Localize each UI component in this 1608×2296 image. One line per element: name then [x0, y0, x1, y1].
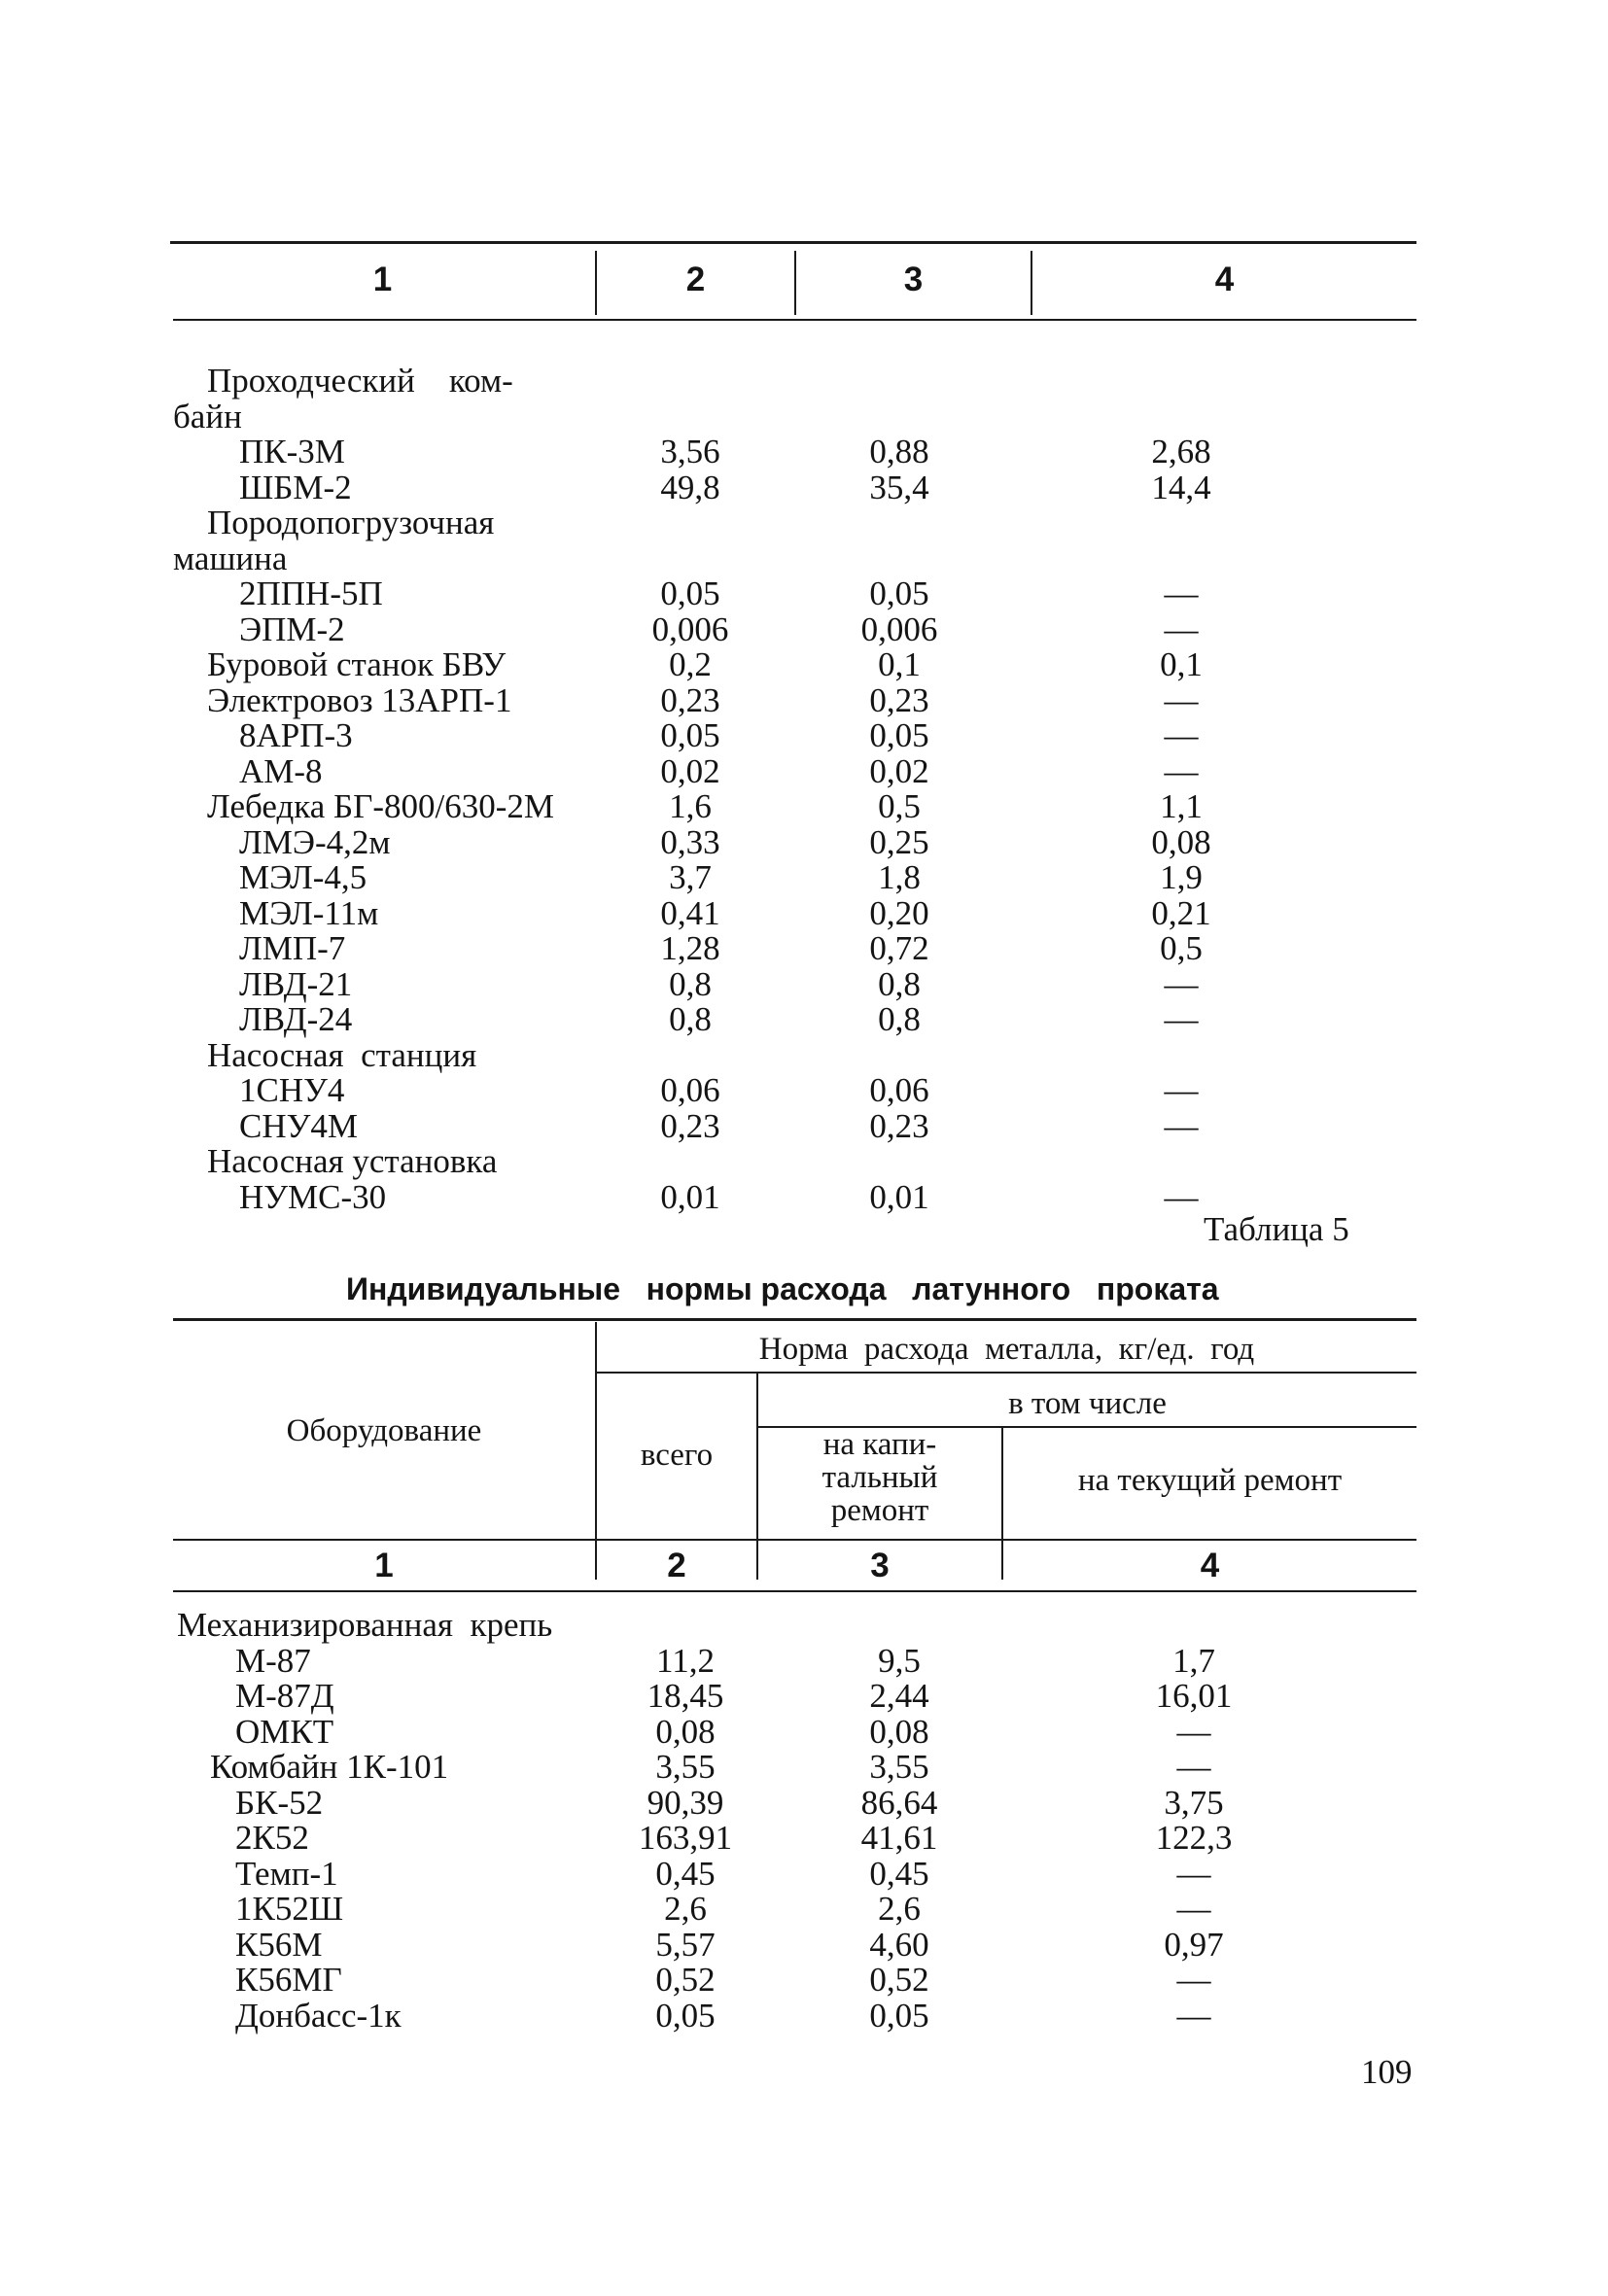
- table-row: [0, 822, 1608, 861]
- equipment-name: Насосная установка: [207, 1142, 498, 1180]
- value-total: 0,23: [660, 1106, 720, 1145]
- value-total: 1,28: [660, 929, 720, 967]
- value-total: 0,08: [655, 1712, 716, 1751]
- equipment-name: Проходческий ком-: [207, 362, 513, 400]
- table-row: [0, 1106, 1608, 1145]
- value-total: 0,41: [660, 893, 720, 932]
- table-row: [0, 1854, 1608, 1893]
- table-row: [0, 574, 1608, 612]
- value-capital: 0,20: [869, 893, 929, 932]
- value-capital: 35,4: [869, 468, 929, 506]
- value-total: 163,91: [638, 1819, 733, 1857]
- value-capital: 0,72: [869, 929, 929, 967]
- equipment-name: МЭЛ-11м: [239, 893, 379, 932]
- table-row: [0, 433, 1608, 468]
- table-row: [0, 858, 1608, 896]
- table-row: [0, 1071, 1608, 1109]
- table-row: [0, 1925, 1608, 1964]
- table-row: [0, 893, 1608, 932]
- equipment-name: Механизированная крепь: [177, 1606, 553, 1644]
- equipment-name: Темп-1: [235, 1854, 338, 1893]
- table-row: [0, 1712, 1608, 1751]
- table-row: [0, 716, 1608, 754]
- value-total: 3,56: [660, 433, 720, 470]
- value-total: 49,8: [660, 468, 720, 506]
- value-total: 0,01: [660, 1177, 720, 1216]
- value-current: —: [1164, 1106, 1199, 1145]
- value-current: —: [1176, 1854, 1211, 1893]
- equipment-name: БК-52: [235, 1783, 324, 1822]
- value-capital: 0,25: [869, 822, 929, 861]
- equipment-name: АМ-8: [239, 751, 323, 790]
- value-capital: 0,05: [869, 574, 929, 612]
- value-capital: 0,006: [860, 609, 938, 648]
- equipment-name: 1СНУ4: [239, 1071, 345, 1109]
- value-current: —: [1164, 964, 1199, 1003]
- table5-col-number-2: 2: [667, 1547, 686, 1584]
- table5-col-number-1: 1: [374, 1547, 394, 1584]
- value-capital: 0,23: [869, 680, 929, 719]
- table-row: [0, 751, 1608, 790]
- value-current: 0,21: [1151, 893, 1211, 932]
- value-total: 0,06: [660, 1071, 720, 1109]
- table-row: [0, 1177, 1608, 1216]
- equipment-name: Породопогрузочная: [207, 504, 495, 541]
- value-capital: 86,64: [860, 1783, 938, 1822]
- table5-col-number-4: 4: [1200, 1547, 1220, 1584]
- header-current: на текущий ремонт: [1077, 1463, 1343, 1498]
- equipment-name: ЭПМ-2: [239, 609, 345, 648]
- equipment-name: ЛВД-21: [239, 964, 353, 1003]
- value-total: 0,2: [669, 645, 712, 683]
- equipment-name: ШБМ-2: [239, 468, 352, 506]
- table5-rule-norm: [595, 1372, 1416, 1374]
- value-total: 0,02: [660, 751, 720, 790]
- value-capital: 4,60: [869, 1925, 929, 1964]
- value-current: —: [1164, 1000, 1199, 1038]
- top-col-number-4: 4: [1214, 261, 1235, 298]
- value-current: —: [1164, 1071, 1199, 1109]
- table-row: [0, 1783, 1608, 1822]
- value-total: 0,05: [660, 574, 720, 612]
- equipment-name: байн: [173, 397, 242, 435]
- value-current: —: [1164, 680, 1199, 719]
- value-current: —: [1176, 1748, 1211, 1786]
- value-total: 0,05: [660, 716, 720, 754]
- table-row: [0, 1996, 1608, 2035]
- value-current: 14,4: [1151, 468, 1211, 506]
- equipment-name: 1К52Ш: [235, 1890, 344, 1928]
- value-current: 0,1: [1160, 645, 1203, 683]
- value-current: —: [1164, 1177, 1199, 1216]
- value-capital: 0,8: [878, 1000, 921, 1038]
- value-current: —: [1176, 1996, 1211, 2035]
- value-capital: 0,1: [878, 645, 921, 683]
- table-row: [0, 645, 1608, 683]
- table-row: [0, 609, 1608, 648]
- value-total: 11,2: [656, 1641, 715, 1680]
- table5-rule-top: [173, 1318, 1416, 1321]
- value-capital: 3,55: [869, 1748, 929, 1786]
- value-current: 0,08: [1151, 822, 1211, 861]
- value-current: 1,9: [1160, 858, 1203, 896]
- value-capital: 9,5: [878, 1641, 921, 1680]
- header-equipment: Оборудование: [286, 1413, 482, 1448]
- top-col-number-3: 3: [903, 261, 924, 298]
- equipment-name: Донбасс-1к: [235, 1996, 402, 2035]
- table-row: [0, 929, 1608, 967]
- value-current: 16,01: [1155, 1677, 1233, 1715]
- equipment-name: СНУ4М: [239, 1106, 359, 1145]
- table-row: [0, 398, 1608, 433]
- table-row: [0, 1606, 1608, 1644]
- top-table-rule-header: [173, 319, 1416, 321]
- header-capital-line1: на капи-: [822, 1427, 937, 1462]
- table-row: [0, 1641, 1608, 1680]
- table-row: [0, 1961, 1608, 1999]
- value-current: —: [1164, 609, 1199, 648]
- equipment-name: ЛВД-24: [239, 1000, 353, 1038]
- equipment-name: Буровой станок БВУ: [207, 645, 507, 683]
- equipment-name: Лебедка БГ-800/630-2М: [207, 787, 555, 825]
- header-norm: Норма расхода металла, кг/ед. год: [758, 1332, 1255, 1367]
- equipment-name: Электровоз 13АРП-1: [207, 680, 512, 719]
- table-row: [0, 539, 1608, 577]
- value-capital: 0,52: [869, 1961, 929, 1999]
- value-current: 3,75: [1164, 1783, 1224, 1822]
- value-capital: 0,05: [869, 1996, 929, 2035]
- value-capital: 0,5: [878, 787, 921, 825]
- value-capital: 0,08: [869, 1712, 929, 1751]
- top-col-number-2: 2: [685, 261, 706, 298]
- value-total: 0,52: [655, 1961, 716, 1999]
- table-row: [0, 1677, 1608, 1715]
- table-row: [0, 1142, 1608, 1180]
- table-row: [0, 1000, 1608, 1038]
- top-col-number-1: 1: [372, 261, 393, 298]
- value-total: 3,55: [655, 1748, 716, 1786]
- value-total: 90,39: [647, 1783, 724, 1822]
- equipment-name: ЛМП-7: [239, 929, 346, 967]
- equipment-name: НУМС-30: [239, 1177, 387, 1216]
- value-capital: 41,61: [860, 1819, 938, 1857]
- value-total: 0,45: [655, 1854, 716, 1893]
- value-total: 0,33: [660, 822, 720, 861]
- equipment-name: К56М: [235, 1925, 323, 1964]
- value-current: 2,68: [1151, 433, 1211, 470]
- value-total: 0,05: [655, 1996, 716, 2035]
- value-total: 0,8: [669, 1000, 712, 1038]
- equipment-name: ЛМЭ-4,2м: [239, 822, 391, 861]
- value-current: 1,1: [1160, 787, 1203, 825]
- value-current: —: [1176, 1890, 1211, 1928]
- equipment-name: ОМКТ: [235, 1712, 334, 1751]
- value-total: 1,6: [669, 787, 712, 825]
- table-row: [0, 1748, 1608, 1786]
- value-current: —: [1176, 1961, 1211, 1999]
- value-total: 0,006: [651, 609, 729, 648]
- table-row: [0, 787, 1608, 825]
- equipment-name: 8АРП-3: [239, 716, 353, 754]
- value-current: 1,7: [1172, 1641, 1215, 1680]
- value-current: —: [1164, 751, 1199, 790]
- value-current: —: [1164, 716, 1199, 754]
- equipment-name: Насосная станция: [207, 1035, 477, 1074]
- equipment-name: 2К52: [235, 1819, 309, 1857]
- table5-title: Индивидуальные нормы расхода латунного проката: [346, 1271, 1219, 1306]
- value-capital: 0,05: [869, 716, 929, 754]
- value-current: 122,3: [1155, 1819, 1233, 1857]
- value-capital: 0,45: [869, 1854, 929, 1893]
- value-total: 0,23: [660, 680, 720, 719]
- table-row: [0, 1819, 1608, 1857]
- page-number: 109: [1361, 2053, 1413, 2091]
- header-capital-line2: тальный: [821, 1460, 938, 1495]
- equipment-name: 2ППН-5П: [239, 574, 383, 612]
- value-capital: 0,06: [869, 1071, 929, 1109]
- equipment-name: К56МГ: [235, 1961, 342, 1999]
- table-row: [0, 362, 1608, 400]
- value-capital: 2,6: [878, 1890, 921, 1928]
- table5-col-number-3: 3: [870, 1547, 890, 1584]
- equipment-name: Комбайн 1К-101: [210, 1748, 449, 1786]
- table-row: [0, 1035, 1608, 1074]
- equipment-name: машина: [173, 539, 288, 577]
- value-total: 3,7: [669, 858, 712, 896]
- table5-rule-numbers: [173, 1590, 1416, 1592]
- value-current: —: [1176, 1712, 1211, 1751]
- value-total: 2,6: [664, 1890, 707, 1928]
- header-total: всего: [640, 1438, 714, 1473]
- value-current: —: [1164, 574, 1199, 612]
- value-capital: 2,44: [869, 1677, 929, 1715]
- header-capital-line3: ремонт: [830, 1493, 929, 1528]
- table5-rule-header: [173, 1539, 1416, 1541]
- equipment-name: М-87: [235, 1641, 311, 1680]
- value-total: 5,57: [655, 1925, 716, 1964]
- value-capital: 0,23: [869, 1106, 929, 1145]
- table-row: [0, 504, 1608, 539]
- value-capital: 0,02: [869, 751, 929, 790]
- table-row: [0, 1890, 1608, 1928]
- equipment-name: М-87Д: [235, 1677, 334, 1715]
- value-capital: 0,8: [878, 964, 921, 1003]
- value-current: 0,97: [1164, 1925, 1224, 1964]
- table-row: [0, 680, 1608, 719]
- value-capital: 1,8: [878, 858, 921, 896]
- table5-label: Таблица 5: [1204, 1210, 1349, 1248]
- equipment-name: МЭЛ-4,5: [239, 858, 367, 896]
- value-total: 18,45: [647, 1677, 724, 1715]
- value-capital: 0,01: [869, 1177, 929, 1216]
- equipment-name: ПК-3М: [239, 433, 345, 470]
- header-including: в том числе: [1008, 1386, 1167, 1421]
- value-capital: 0,88: [869, 433, 929, 470]
- table-row: [0, 469, 1608, 504]
- table-row: [0, 964, 1608, 1003]
- value-current: 0,5: [1160, 929, 1203, 967]
- value-total: 0,8: [669, 964, 712, 1003]
- top-table-rule-top: [170, 241, 1416, 244]
